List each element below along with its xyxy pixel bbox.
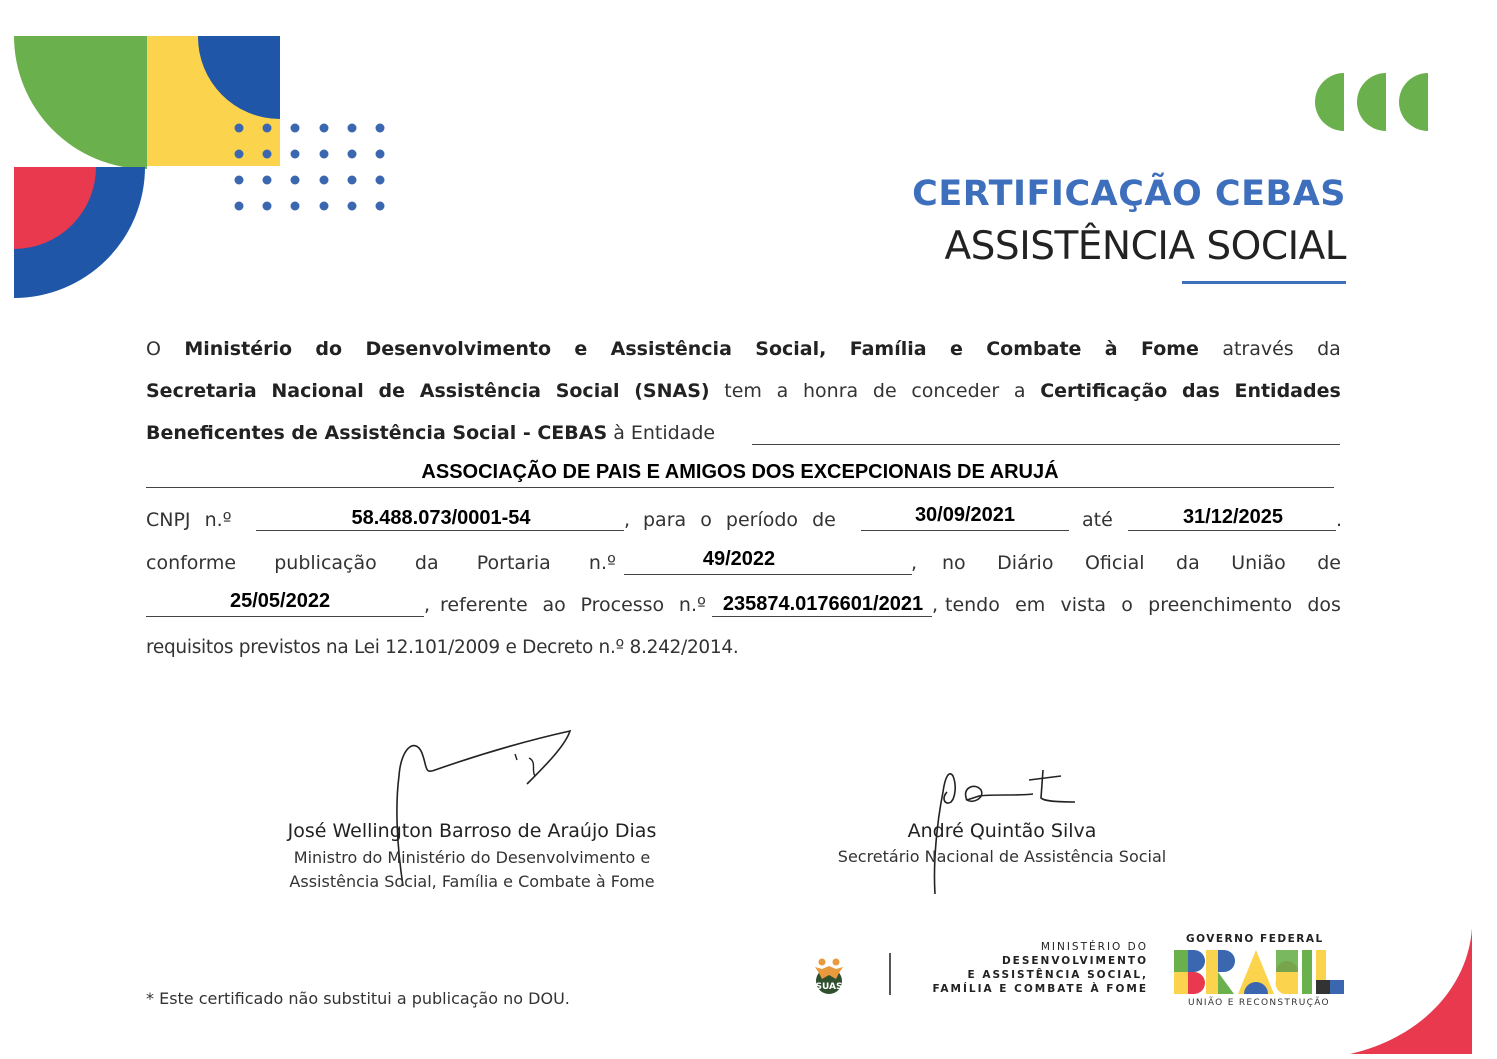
decorative-shapes-top-left: [14, 36, 394, 298]
suas-logo: [809, 955, 849, 995]
cnpj-field[interactable]: 58.488.073/0001-54: [351, 507, 531, 529]
title-underline: [1182, 281, 1346, 284]
svg-text:SUAS: SUAS: [815, 982, 843, 992]
entidade-line: [146, 487, 1334, 488]
signatory-2-name: André Quintão Silva: [907, 820, 1097, 842]
signatory-1-role-line1: Ministro do Ministério do Desenvolvimento e: [293, 848, 651, 867]
certificate-title: CERTIFICAÇÃO CEBAS: [912, 174, 1346, 214]
signatory-2-role: Secretário Nacional de Assistência Social: [837, 847, 1167, 866]
uniao-reconstrucao-label: UNIÃO E RECONSTRUÇÃO: [1188, 998, 1330, 1008]
legal-reference: requisitos previstos na Lei 12.101/2009 e Decreto n.º 8.242/2014.: [146, 637, 739, 658]
certificate-subtitle: ASSISTÊNCIA SOCIAL: [944, 224, 1346, 269]
periodo-inicio-line: [861, 530, 1069, 531]
signatory-1-name: José Wellington Barroso de Araújo Dias: [287, 820, 657, 842]
comma: ,: [624, 509, 631, 531]
conforme-label: conforme publicação da Portaria n.º: [146, 552, 616, 574]
ministry-logo: MINISTÉRIO DO DESENVOLVIMENTO E ASSISTÊNCIA SOCIAL, FAMÍLIA E COMBATE À FOME: [932, 941, 1148, 995]
data-dou-line: [146, 616, 424, 617]
processo-field[interactable]: 235874.0176601/2021: [722, 593, 924, 615]
footnote: * Este certificado não substitui a publicação no DOU.: [146, 989, 570, 1008]
until-label: até: [1082, 509, 1113, 531]
period-label: para o período de: [643, 509, 836, 531]
cnpj-label: CNPJ n.º: [146, 509, 232, 531]
dou-label: no Diário Oficial da União de: [942, 552, 1341, 574]
periodo-inicio-field[interactable]: 30/09/2021: [914, 504, 1016, 526]
periodo-fim-field[interactable]: 31/12/2025: [1182, 506, 1284, 528]
brasil-logo: [1174, 950, 1344, 994]
governo-federal-label: GOVERNO FEDERAL: [1186, 933, 1324, 945]
comma: ,: [911, 552, 918, 574]
logo-divider: [889, 953, 891, 995]
entidade-line-top: [752, 444, 1340, 445]
signatory-1-role-line2: Assistência Social, Família e Combate à Fome: [289, 872, 655, 891]
decorative-half-circles: [1306, 73, 1432, 131]
processo-line: [712, 616, 932, 617]
comma: ,: [424, 594, 431, 616]
body-line-2: Secretaria Nacional de Assistência Social (SNAS) tem a honra de conceder a Certificação das Entidades: [146, 380, 1341, 402]
body-line-1: O Ministério do Desenvolvimento e Assistência Social, Família e Combate à Fome através da: [146, 338, 1341, 360]
portaria-field[interactable]: 49/2022: [702, 548, 776, 570]
processo-label: referente ao Processo n.º: [440, 594, 706, 616]
body-line-3: Beneficentes de Assistência Social - CEBAS à Entidade: [146, 422, 716, 444]
entidade-field[interactable]: ASSOCIAÇÃO DE PAIS E AMIGOS DOS EXCEPCIONAIS DE ARUJÁ: [421, 461, 1059, 483]
tendo-label: tendo em vista o preenchimento dos: [945, 594, 1341, 616]
periodo-fim-line: [1128, 530, 1336, 531]
data-dou-field[interactable]: 25/05/2022: [230, 590, 331, 612]
comma: .: [1336, 509, 1343, 531]
cnpj-line: [256, 530, 624, 531]
decorative-red-curve: [1350, 928, 1476, 1054]
comma: ,: [932, 594, 939, 616]
portaria-line: [624, 574, 912, 575]
